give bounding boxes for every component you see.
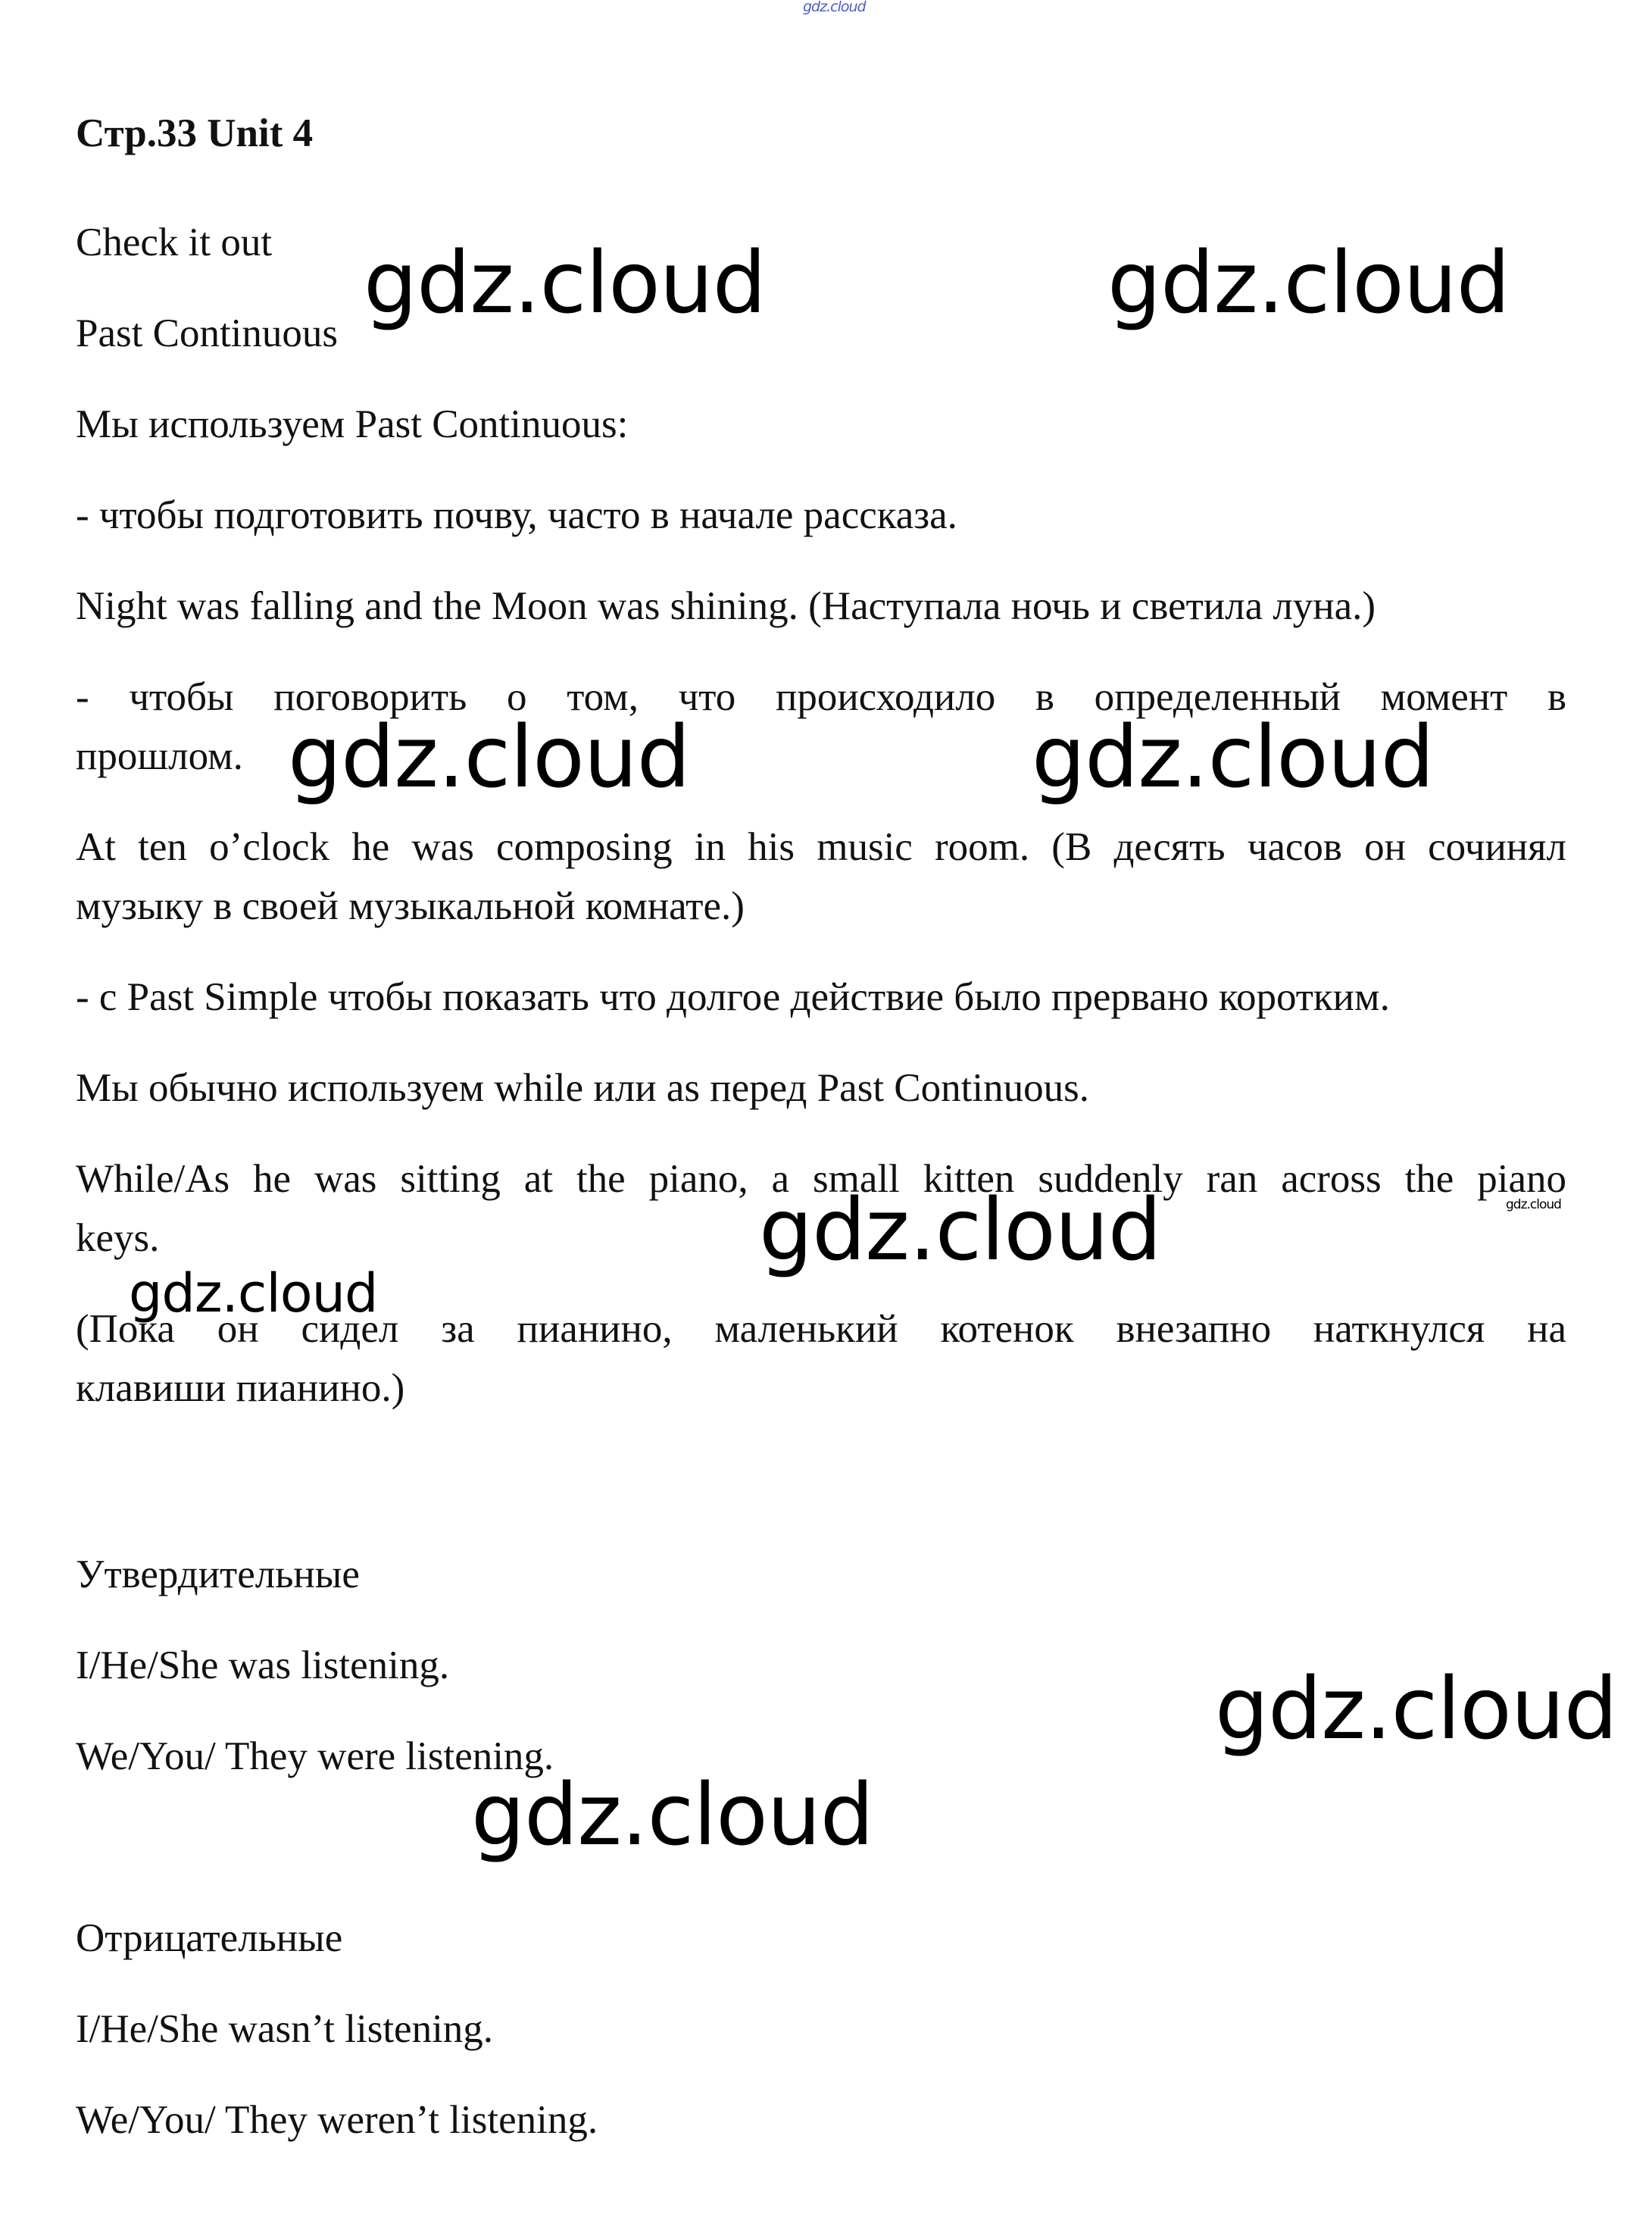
usage-3: - с Past Simple чтобы показать что долгое действие было прервано коротким. [76, 975, 1390, 1019]
watermark: gdz.cloud [364, 234, 766, 333]
page-title: Стр.33 Unit 4 [76, 111, 314, 155]
watermark: gdz.cloud [288, 708, 690, 807]
example-3-line-2: keys. [76, 1216, 160, 1260]
translation-3-line-1: (Пока он сидел за пианино, маленький котенок внезапно наткнулся на [76, 1307, 1566, 1351]
example-2-line-2: музыку в своей музыкальной комнате.) [76, 884, 745, 928]
watermark: gdz.cloud [471, 1766, 873, 1865]
watermark: gdz.cloud [1107, 234, 1510, 333]
usage-2-line-2: прошлом. [76, 734, 243, 778]
example-2-line-1: At ten o’clock he was composing in his music room. (В десять часов он сочинял [76, 825, 1566, 869]
negative-example-2: We/You/ They weren’t listening. [76, 2098, 598, 2142]
top-watermark: gdz.cloud [803, 0, 866, 15]
note-while-as: Мы обычно используем while или as перед Past Continuous. [76, 1066, 1089, 1110]
example-1: Night was falling and the Moon was shining. (Наступала ночь и светила луна.) [76, 584, 1376, 628]
watermark: gdz.cloud [1032, 708, 1434, 807]
watermark: gdz.cloud [759, 1181, 1161, 1280]
tense-name: Past Continuous [76, 311, 339, 355]
affirmative-example-1: I/He/She was listening. [76, 1643, 450, 1687]
intro-text: Мы используем Past Continuous: [76, 402, 629, 446]
negative-example-1: I/He/She wasn’t listening. [76, 2007, 494, 2051]
watermark: gdz.cloud [129, 1262, 378, 1324]
affirmative-label: Утвердительные [76, 1552, 360, 1596]
affirmative-example-2: We/You/ They were listening. [76, 1734, 554, 1778]
example-3-line-1: While/As he was sitting at the piano, a small kitten suddenly ran across the piano [76, 1157, 1566, 1201]
usage-1: - чтобы подготовить почву, часто в начале рассказа. [76, 493, 957, 537]
negative-label: Отрицательные [76, 1916, 343, 1960]
small-watermark: gdz.cloud [1506, 1197, 1561, 1212]
check-it-out-label: Check it out [76, 220, 273, 264]
usage-2-line-1: - чтобы поговорить о том, что происходило в определенный момент в [76, 675, 1566, 719]
translation-3-line-2: клавиши пианино.) [76, 1366, 405, 1410]
watermark: gdz.cloud [1215, 1660, 1617, 1759]
